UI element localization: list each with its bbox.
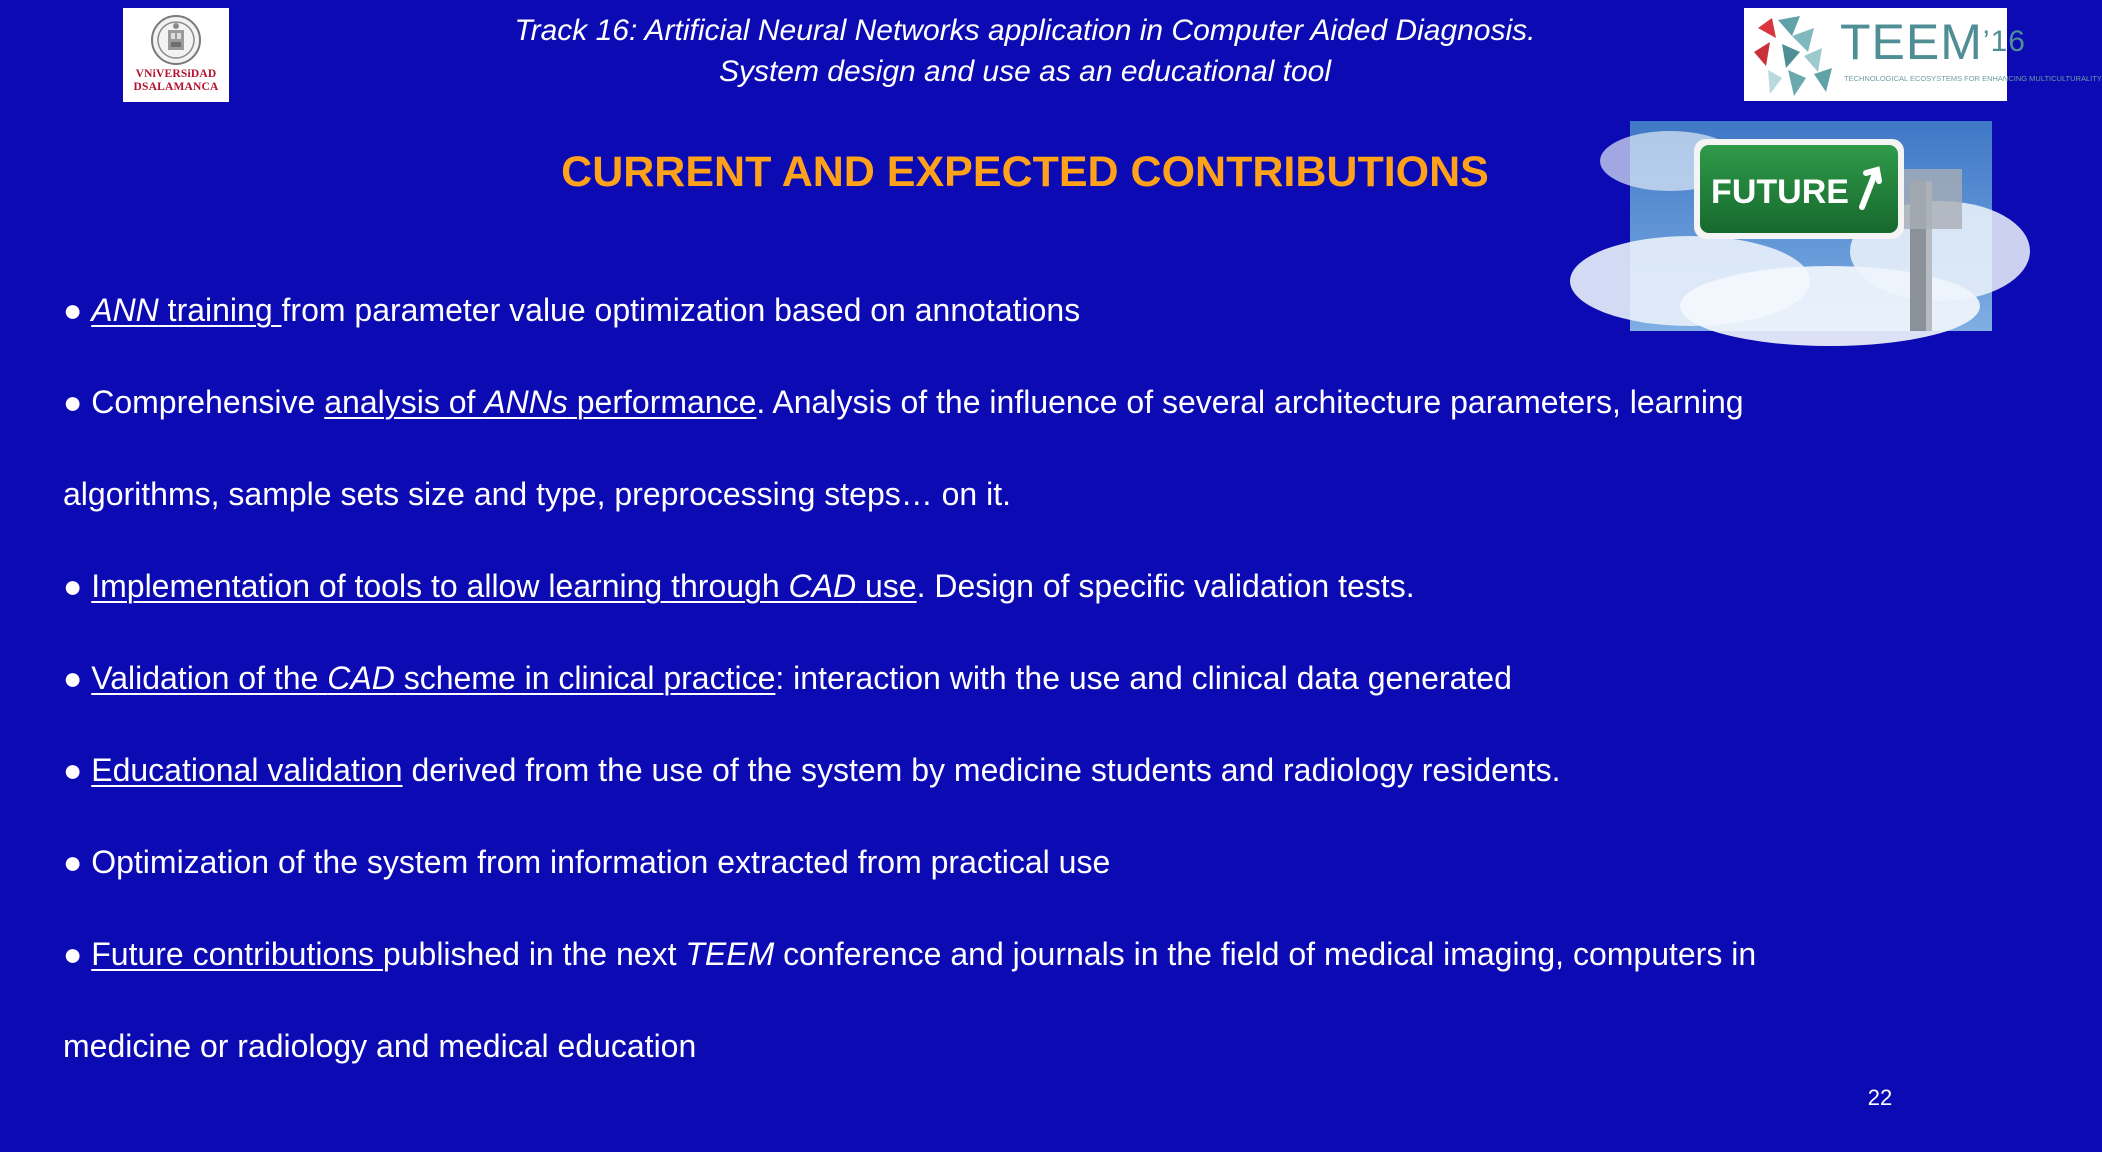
bullet-text: algorithms, sample sets size and type, preprocessing steps… on it. xyxy=(63,476,1011,512)
track-line-1: Track 16: Artificial Neural Networks application in Computer Aided Diagnosis. xyxy=(514,14,1536,47)
bullet-future-contributions xyxy=(63,908,1963,1000)
bullet-text: : interaction with the use and clinical data generated xyxy=(775,660,1512,696)
bullet-marker: ● xyxy=(63,660,92,696)
bullet-marker: ● xyxy=(63,752,92,788)
track-header xyxy=(420,10,1630,92)
university-seal-icon xyxy=(150,14,202,66)
validation-term: Validation of the xyxy=(91,660,328,696)
performance-term: performance xyxy=(567,384,757,420)
bullet-text: medicine or radiology and medical education xyxy=(63,1028,697,1064)
university-name xyxy=(123,68,229,94)
teem-logo-subtitle: TECHNOLOGICAL ECOSYSTEMS FOR ENHANCING MULTICULTURALITY xyxy=(1844,74,2102,83)
bullet-text: conference and journals in the field of medical imaging, computers in xyxy=(774,936,1757,972)
anns-term: ANNs xyxy=(484,384,568,420)
bullet-text: . Analysis of the influence of several architecture parameters, learning xyxy=(756,384,1744,420)
bullet-marker: ● xyxy=(63,384,92,420)
bullet-marker: ● xyxy=(63,844,92,880)
teem-logo-year: ’16 xyxy=(1982,25,2026,58)
track-line-2: System design and use as an educational tool xyxy=(718,55,1332,88)
teem-logo xyxy=(1744,8,2102,101)
bullet-text: Optimization of the system from information extracted from practical use xyxy=(91,844,1111,880)
bullet-text: Comprehensive xyxy=(91,384,325,420)
bullet-optimization xyxy=(63,816,1963,908)
bullet-text: published in the next xyxy=(382,936,686,972)
future-contributions-term: Future contributions xyxy=(91,936,383,972)
bullet-future-contributions-continued xyxy=(63,1000,1963,1092)
bullet-analysis-performance xyxy=(63,356,1963,448)
page-number: 22 xyxy=(1867,1085,1893,1110)
bullet-educational-validation xyxy=(63,724,1963,816)
future-sign-text: FUTURE xyxy=(1711,173,1849,211)
teem-logo-text: TEEM xyxy=(1840,14,1983,70)
bullet-implementation-tools xyxy=(63,540,1963,632)
cad-term: CAD xyxy=(788,568,857,604)
university-logo xyxy=(123,8,229,102)
bullet-ann-training xyxy=(63,264,1963,356)
clinical-practice-term: scheme in clinical practice xyxy=(394,660,776,696)
teem-term: TEEM xyxy=(685,936,775,972)
training-term: training xyxy=(158,292,282,328)
slide-title: CURRENT AND EXPECTED CONTRIBUTIONS xyxy=(561,148,1489,196)
bullet-clinical-validation xyxy=(63,632,1963,724)
bullet-analysis-performance-continued xyxy=(63,448,1963,540)
implementation-term: Implementation of tools to allow learning through xyxy=(91,568,789,604)
teem-logo-word xyxy=(1840,14,2026,70)
bullet-text: derived from the use of the system by medicine students and radiology residents. xyxy=(402,752,1561,788)
university-name-text: VNiVERSiDAD DSALAMANCA xyxy=(133,68,219,93)
educational-validation-term: Educational validation xyxy=(91,752,403,788)
cad-term: CAD xyxy=(327,660,395,696)
bullet-text: from parameter value optimization based on annotations xyxy=(281,292,1081,328)
bullet-text: . Design of specific validation tests. xyxy=(916,568,1415,604)
bullet-marker: ● xyxy=(63,936,92,972)
bullet-marker: ● xyxy=(63,292,92,328)
use-term: use xyxy=(856,568,917,604)
analysis-term: analysis of xyxy=(324,384,485,420)
teem-mosaic-icon xyxy=(1748,8,1844,101)
ann-term: ANN xyxy=(91,292,159,328)
bullet-marker: ● xyxy=(63,568,92,604)
